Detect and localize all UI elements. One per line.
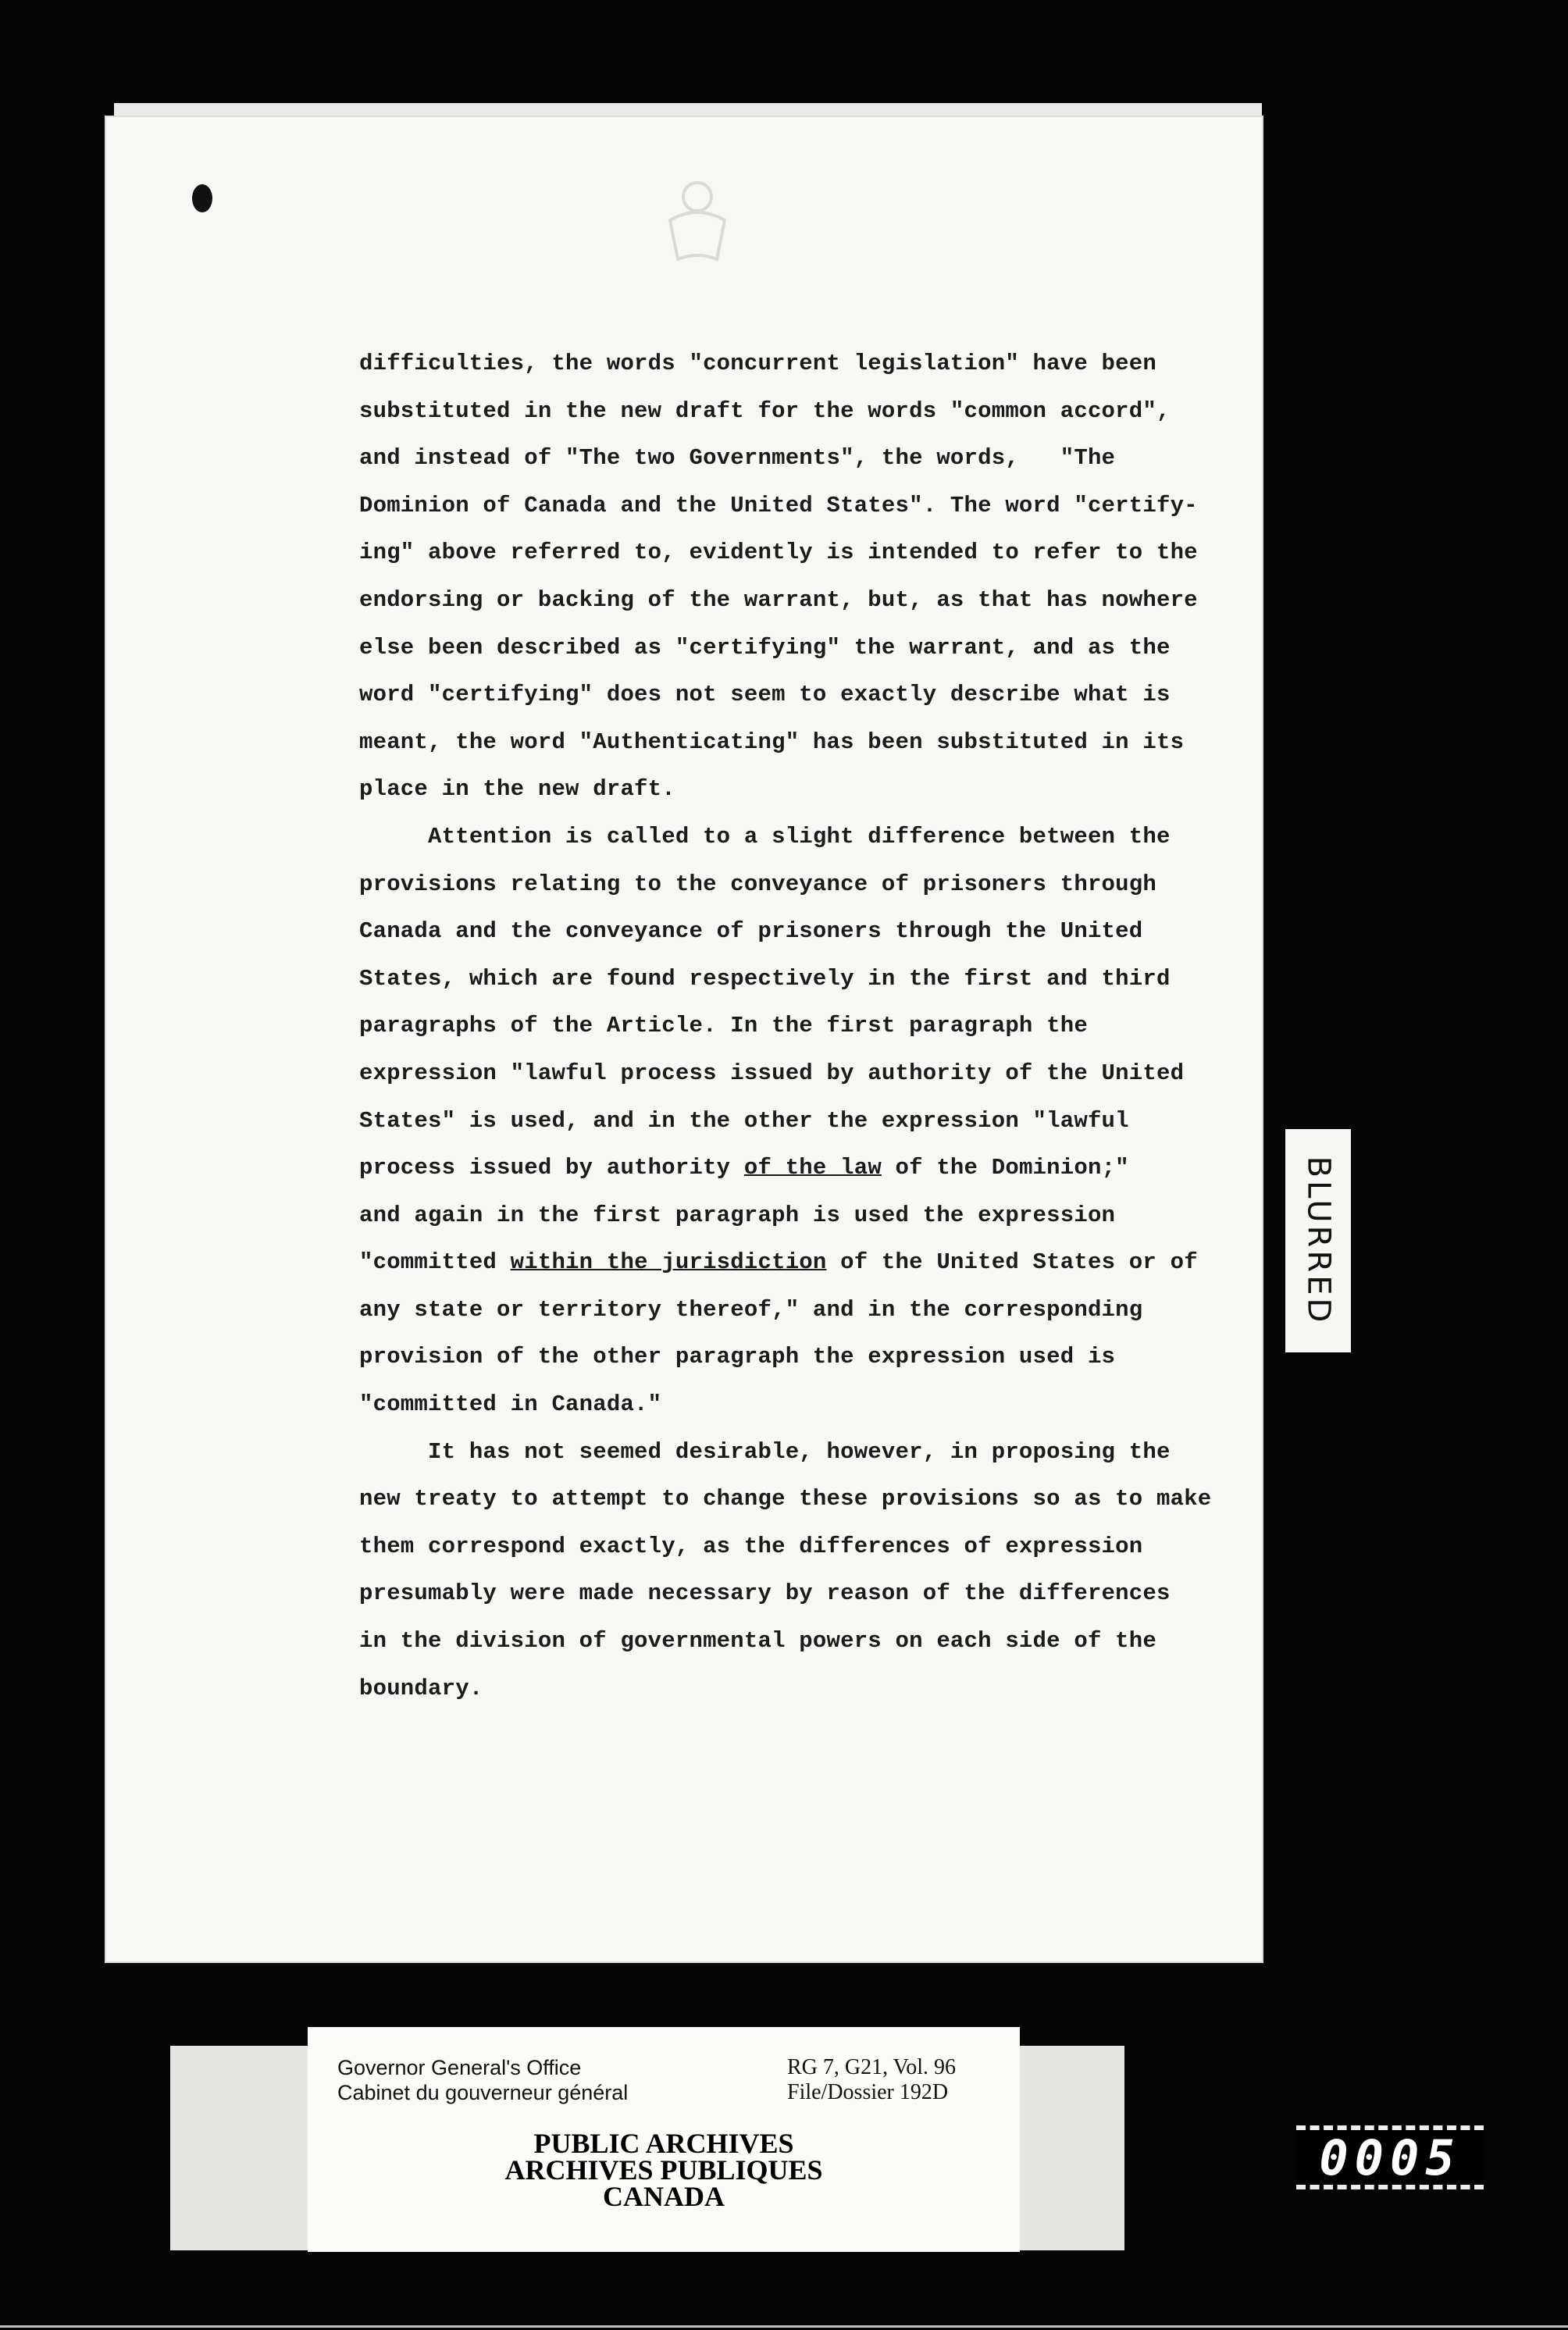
- archives-stamp: [308, 2130, 1020, 2210]
- blurred-tag-label: BLURRED: [1300, 1156, 1337, 1326]
- text-line: Dominion of Canada and the United States". The word "certify-: [359, 492, 1198, 518]
- archives-line-fr: ARCHIVES PUBLIQUES: [504, 2154, 823, 2186]
- text-line: endorsing or backing of the warrant, but, as that has nowhere: [359, 586, 1198, 613]
- text-segment: of the United States or of: [826, 1249, 1198, 1276]
- text-line: boundary.: [359, 1675, 483, 1701]
- text-segment: of the Dominion;": [881, 1155, 1129, 1181]
- text-line: ing" above referred to, evidently is intended to refer to the: [359, 540, 1198, 566]
- office-label: [337, 2055, 628, 2105]
- text-line: else been described as "certifying" the warrant, and as the: [359, 634, 1171, 661]
- frame-counter: [1296, 2125, 1484, 2189]
- text-line: Attention is called to a slight difference between the: [359, 823, 1171, 850]
- text-line: and instead of "The two Governments", the words, "The: [359, 445, 1116, 472]
- text-line: It has not seemed desirable, however, in proposing the: [359, 1438, 1171, 1465]
- text-line: new treaty to attempt to change these provisions so as to make: [359, 1486, 1212, 1512]
- archives-line-country: CANADA: [603, 2181, 725, 2212]
- text-line: any state or territory thereof," and in the corresponding: [359, 1296, 1143, 1323]
- text-line: provisions relating to the conveyance of prisoners through: [359, 871, 1156, 897]
- archives-line-en: PUBLIC ARCHIVES: [533, 2128, 794, 2159]
- text-line: "committed in Canada.": [359, 1391, 662, 1418]
- text-line: in the division of governmental powers on each side of the: [359, 1628, 1156, 1655]
- reference-label: [787, 2055, 956, 2105]
- text-line: difficulties, the words "concurrent legislation" have been: [359, 351, 1156, 376]
- punch-hole: [192, 184, 212, 212]
- text-segment: process issued by authority: [359, 1155, 744, 1181]
- underlined-phrase: of the law: [743, 1155, 882, 1181]
- text-segment: "committed: [359, 1249, 511, 1276]
- text-line: States" is used, and in the other the expression "lawful: [359, 1107, 1129, 1134]
- text-line: provision of the other paragraph the expression used is: [359, 1344, 1116, 1370]
- file-number: File/Dossier 192D: [787, 2080, 949, 2104]
- record-group: RG 7, G21, Vol. 96: [787, 2055, 957, 2079]
- office-label-en: Governor General's Office: [337, 2056, 582, 2079]
- text-line: presumably were made necessary by reason of the differences: [359, 1580, 1171, 1607]
- text-line: substituted in the new draft for the words "common accord",: [359, 397, 1171, 424]
- text-line: States, which are found respectively in the first and third: [359, 965, 1171, 992]
- underlined-phrase: within the jurisdiction: [510, 1249, 827, 1276]
- text-line: word "certifying" does not seem to exactly describe what is: [359, 682, 1171, 708]
- crest-watermark-icon: [654, 173, 740, 267]
- text-line: and again in the first paragraph is used the expression: [359, 1202, 1116, 1228]
- frame-number: 0005: [1319, 2129, 1461, 2186]
- text-line-underlined: [359, 1145, 1257, 1192]
- text-line-underlined: [359, 1239, 1257, 1287]
- document-body: [359, 340, 1257, 1712]
- text-line: paragraphs of the Article. In the first paragraph the: [359, 1013, 1088, 1039]
- text-line: meant, the word "Authenticating" has been substituted in its: [359, 729, 1185, 755]
- blurred-tag: [1285, 1129, 1351, 1352]
- text-line: place in the new draft.: [359, 776, 675, 803]
- film-edge-line: [0, 2325, 1568, 2328]
- text-line: them correspond exactly, as the differences of expression: [359, 1533, 1143, 1559]
- text-line: Canada and the conveyance of prisoners through the United: [359, 918, 1143, 945]
- office-label-fr: Cabinet du gouverneur général: [337, 2081, 629, 2104]
- text-line: expression "lawful process issued by authority of the United: [359, 1060, 1185, 1086]
